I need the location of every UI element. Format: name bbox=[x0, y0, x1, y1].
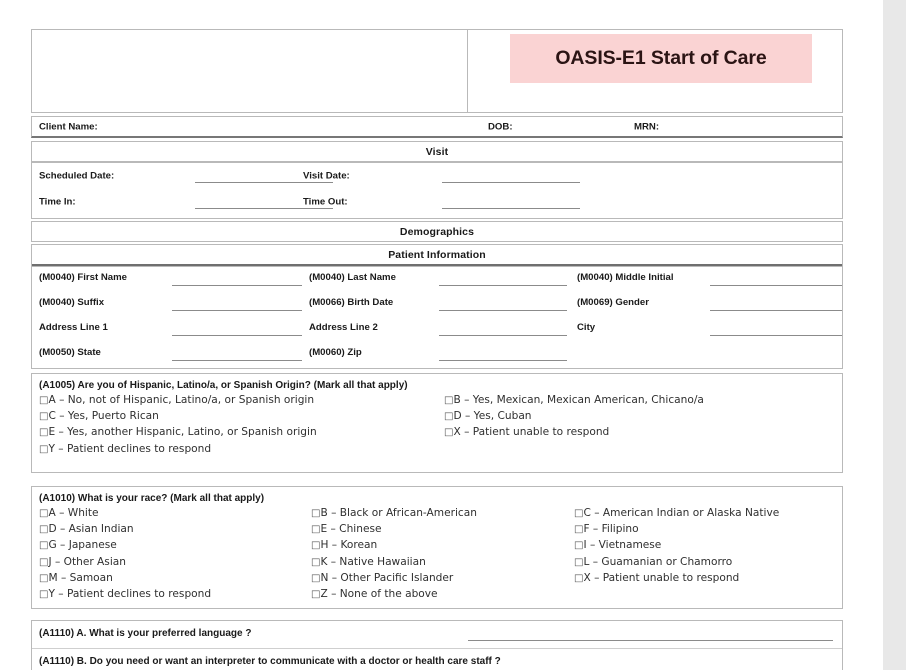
client-identifier-row bbox=[31, 116, 843, 138]
checkbox-icon[interactable]: □ bbox=[39, 427, 49, 439]
state-input[interactable] bbox=[172, 360, 302, 361]
header-title-cell bbox=[468, 30, 842, 112]
checkbox-icon[interactable]: □ bbox=[39, 443, 49, 455]
mrn-label: MRN: bbox=[634, 121, 660, 132]
patient-information-section bbox=[31, 244, 843, 369]
checkbox-option-label: D – Asian Indian bbox=[48, 523, 134, 536]
checkbox-icon[interactable]: □ bbox=[311, 540, 321, 552]
checkbox-option-z[interactable] bbox=[311, 588, 438, 600]
patient-info-row bbox=[32, 342, 842, 367]
first-name-input[interactable] bbox=[172, 285, 302, 286]
visit-date-input[interactable] bbox=[442, 182, 580, 183]
checkbox-icon[interactable]: □ bbox=[444, 427, 454, 439]
checkbox-option-label: G – Japanese bbox=[48, 539, 117, 552]
checkbox-option-label: D – Yes, Cuban bbox=[453, 410, 532, 423]
a1005-question-title: (A1005) Are you of Hispanic, Latino/a, or Spanish Origin? (Mark all that apply) bbox=[39, 380, 408, 391]
time-in-label: Time In: bbox=[39, 196, 76, 208]
checkbox-icon[interactable]: □ bbox=[311, 524, 321, 536]
checkbox-option-c[interactable] bbox=[574, 507, 779, 519]
checkbox-icon[interactable]: □ bbox=[574, 556, 584, 568]
checkbox-option-x[interactable] bbox=[444, 426, 609, 438]
checkbox-option-m[interactable] bbox=[39, 572, 113, 584]
checkbox-option-k[interactable] bbox=[311, 556, 426, 568]
checkbox-option-n[interactable] bbox=[311, 572, 453, 584]
viewer-gutter bbox=[883, 0, 906, 670]
a1010-question-title: (A1010) What is your race? (Mark all that apply) bbox=[39, 493, 265, 504]
checkbox-option-label: C – American Indian or Alaska Native bbox=[583, 507, 780, 519]
checkbox-option-label: Z – None of the above bbox=[320, 588, 438, 600]
checkbox-option-y[interactable] bbox=[39, 443, 211, 455]
last-name-label: (M0040) Last Name bbox=[309, 272, 396, 283]
dob-label: DOB: bbox=[488, 121, 513, 132]
city-label: City bbox=[577, 322, 596, 333]
time-in-input[interactable] bbox=[195, 208, 333, 209]
time-out-input[interactable] bbox=[442, 208, 580, 209]
suffix-label: (M0040) Suffix bbox=[39, 297, 105, 308]
checkbox-option-l[interactable] bbox=[574, 556, 732, 568]
first-name-label: (M0040) First Name bbox=[39, 272, 127, 283]
state-label: (M0050) State bbox=[39, 347, 101, 358]
checkbox-option-label: E – Yes, another Hispanic, Latino, or Spanish origin bbox=[48, 426, 317, 439]
demographics-banner: Demographics bbox=[399, 226, 475, 238]
visit-banner: Visit bbox=[32, 142, 842, 162]
checkbox-option-y[interactable] bbox=[39, 588, 211, 600]
demographics-section-header bbox=[31, 221, 843, 242]
address-line-1-label: Address Line 1 bbox=[39, 322, 108, 333]
document-title: OASIS-E1 Start of Care bbox=[510, 34, 812, 83]
checkbox-option-x[interactable] bbox=[574, 572, 739, 584]
checkbox-option-c[interactable] bbox=[39, 410, 159, 422]
checkbox-option-label: H – Korean bbox=[320, 539, 378, 552]
gender-input[interactable] bbox=[710, 310, 842, 311]
checkbox-option-label: X – Patient unable to respond bbox=[583, 571, 740, 584]
checkbox-option-label: B – Yes, Mexican, Mexican American, Chicano/a bbox=[453, 394, 704, 406]
checkbox-icon[interactable]: □ bbox=[39, 540, 49, 552]
a1110-part-a-label: (A1110) A. What is your preferred language ? bbox=[39, 628, 252, 639]
a1010-race-question bbox=[31, 486, 843, 609]
checkbox-icon[interactable]: □ bbox=[39, 395, 49, 406]
checkbox-icon[interactable]: □ bbox=[39, 589, 49, 600]
address-line-1-input[interactable] bbox=[172, 335, 302, 336]
checkbox-option-d[interactable] bbox=[39, 523, 134, 535]
checkbox-option-label: Y – Patient declines to respond bbox=[48, 588, 212, 600]
checkbox-option-label: E – Chinese bbox=[320, 523, 382, 536]
checkbox-option-b[interactable] bbox=[311, 507, 477, 519]
patient-information-banner: Patient Information bbox=[32, 245, 842, 266]
checkbox-icon[interactable]: □ bbox=[39, 572, 49, 584]
header-logo-cell bbox=[32, 30, 468, 112]
checkbox-option-a[interactable] bbox=[39, 394, 314, 406]
visit-fields bbox=[32, 162, 842, 215]
checkbox-option-label: N – Other Pacific Islander bbox=[320, 571, 454, 584]
checkbox-option-d[interactable] bbox=[444, 410, 532, 422]
checkbox-icon[interactable]: □ bbox=[574, 508, 584, 519]
checkbox-icon[interactable]: □ bbox=[574, 540, 584, 552]
checkbox-option-label: F – Filipino bbox=[583, 523, 639, 536]
a1110-part-b-label: (A1110) B. Do you need or want an interpreter to communicate with a doctor or health care staff ? bbox=[39, 656, 501, 667]
city-input[interactable] bbox=[710, 335, 842, 336]
checkbox-icon[interactable]: □ bbox=[574, 524, 584, 536]
birth-date-input[interactable] bbox=[439, 310, 567, 311]
checkbox-icon[interactable]: □ bbox=[444, 411, 454, 423]
middle-initial-label: (M0040) Middle Initial bbox=[577, 272, 674, 283]
visit-section bbox=[31, 141, 843, 219]
a1110-part-a-row bbox=[32, 621, 842, 648]
header-block bbox=[31, 29, 843, 113]
scheduled-date-label: Scheduled Date: bbox=[39, 170, 115, 182]
checkbox-option-label: X – Patient unable to respond bbox=[453, 426, 610, 439]
checkbox-icon[interactable]: □ bbox=[311, 572, 321, 584]
checkbox-option-label: K – Native Hawaiian bbox=[320, 555, 426, 568]
checkbox-option-label: Y – Patient declines to respond bbox=[48, 442, 212, 455]
checkbox-option-label: I – Vietnamese bbox=[583, 539, 662, 552]
a1005-option-grid bbox=[32, 394, 842, 466]
patient-info-row bbox=[32, 292, 842, 317]
address-line-2-label: Address Line 2 bbox=[309, 322, 378, 333]
a1110-part-b-row bbox=[32, 648, 842, 670]
zip-input[interactable] bbox=[439, 360, 567, 361]
checkbox-option-label: L – Guamanian or Chamorro bbox=[583, 555, 733, 568]
client-name-label: Client Name: bbox=[39, 121, 98, 132]
middle-initial-input[interactable] bbox=[710, 285, 842, 286]
preferred-language-input[interactable] bbox=[468, 640, 833, 641]
scheduled-date-input[interactable] bbox=[195, 182, 333, 183]
gender-label: (M0069) Gender bbox=[577, 297, 649, 308]
a1010-option-grid bbox=[32, 507, 842, 603]
suffix-input[interactable] bbox=[172, 310, 302, 311]
checkbox-option-label: B – Black or African-American bbox=[320, 507, 477, 519]
checkbox-option-e[interactable] bbox=[39, 426, 317, 438]
zip-label: (M0060) Zip bbox=[309, 347, 362, 358]
checkbox-icon[interactable]: □ bbox=[39, 556, 49, 568]
checkbox-icon[interactable]: □ bbox=[311, 589, 321, 600]
checkbox-option-h[interactable] bbox=[311, 539, 377, 551]
patient-information-fields bbox=[32, 266, 842, 367]
patient-info-row bbox=[32, 317, 842, 342]
checkbox-option-label: J – Other Asian bbox=[48, 555, 126, 568]
checkbox-icon[interactable]: □ bbox=[39, 524, 49, 536]
checkbox-option-b[interactable] bbox=[444, 394, 704, 406]
checkbox-option-g[interactable] bbox=[39, 539, 117, 551]
checkbox-icon[interactable]: □ bbox=[574, 572, 584, 584]
visit-date-label: Visit Date: bbox=[303, 170, 350, 182]
checkbox-option-i[interactable] bbox=[574, 539, 661, 551]
a1005-ethnicity-question bbox=[31, 373, 843, 473]
checkbox-icon[interactable]: □ bbox=[39, 411, 49, 423]
checkbox-option-f[interactable] bbox=[574, 523, 639, 535]
last-name-input[interactable] bbox=[439, 285, 567, 286]
checkbox-option-label: M – Samoan bbox=[48, 571, 113, 584]
patient-info-row bbox=[32, 267, 842, 292]
checkbox-option-label: C – Yes, Puerto Rican bbox=[48, 410, 159, 423]
checkbox-icon[interactable]: □ bbox=[444, 395, 454, 406]
birth-date-label: (M0066) Birth Date bbox=[309, 297, 394, 308]
address-line-2-input[interactable] bbox=[439, 335, 567, 336]
scheduled-date-row bbox=[32, 163, 842, 189]
checkbox-option-j[interactable] bbox=[39, 556, 126, 568]
checkbox-option-e[interactable] bbox=[311, 523, 382, 535]
checkbox-option-a[interactable] bbox=[39, 507, 99, 519]
checkbox-option-label: A – No, not of Hispanic, Latino/a, or Spanish origin bbox=[48, 394, 315, 406]
checkbox-option-label: A – White bbox=[48, 507, 99, 519]
time-out-label: Time Out: bbox=[303, 196, 348, 208]
checkbox-icon[interactable]: □ bbox=[311, 508, 321, 519]
time-row bbox=[32, 189, 842, 215]
checkbox-icon[interactable]: □ bbox=[39, 508, 49, 519]
checkbox-icon[interactable]: □ bbox=[311, 556, 321, 568]
a1110-language-question bbox=[31, 620, 843, 670]
